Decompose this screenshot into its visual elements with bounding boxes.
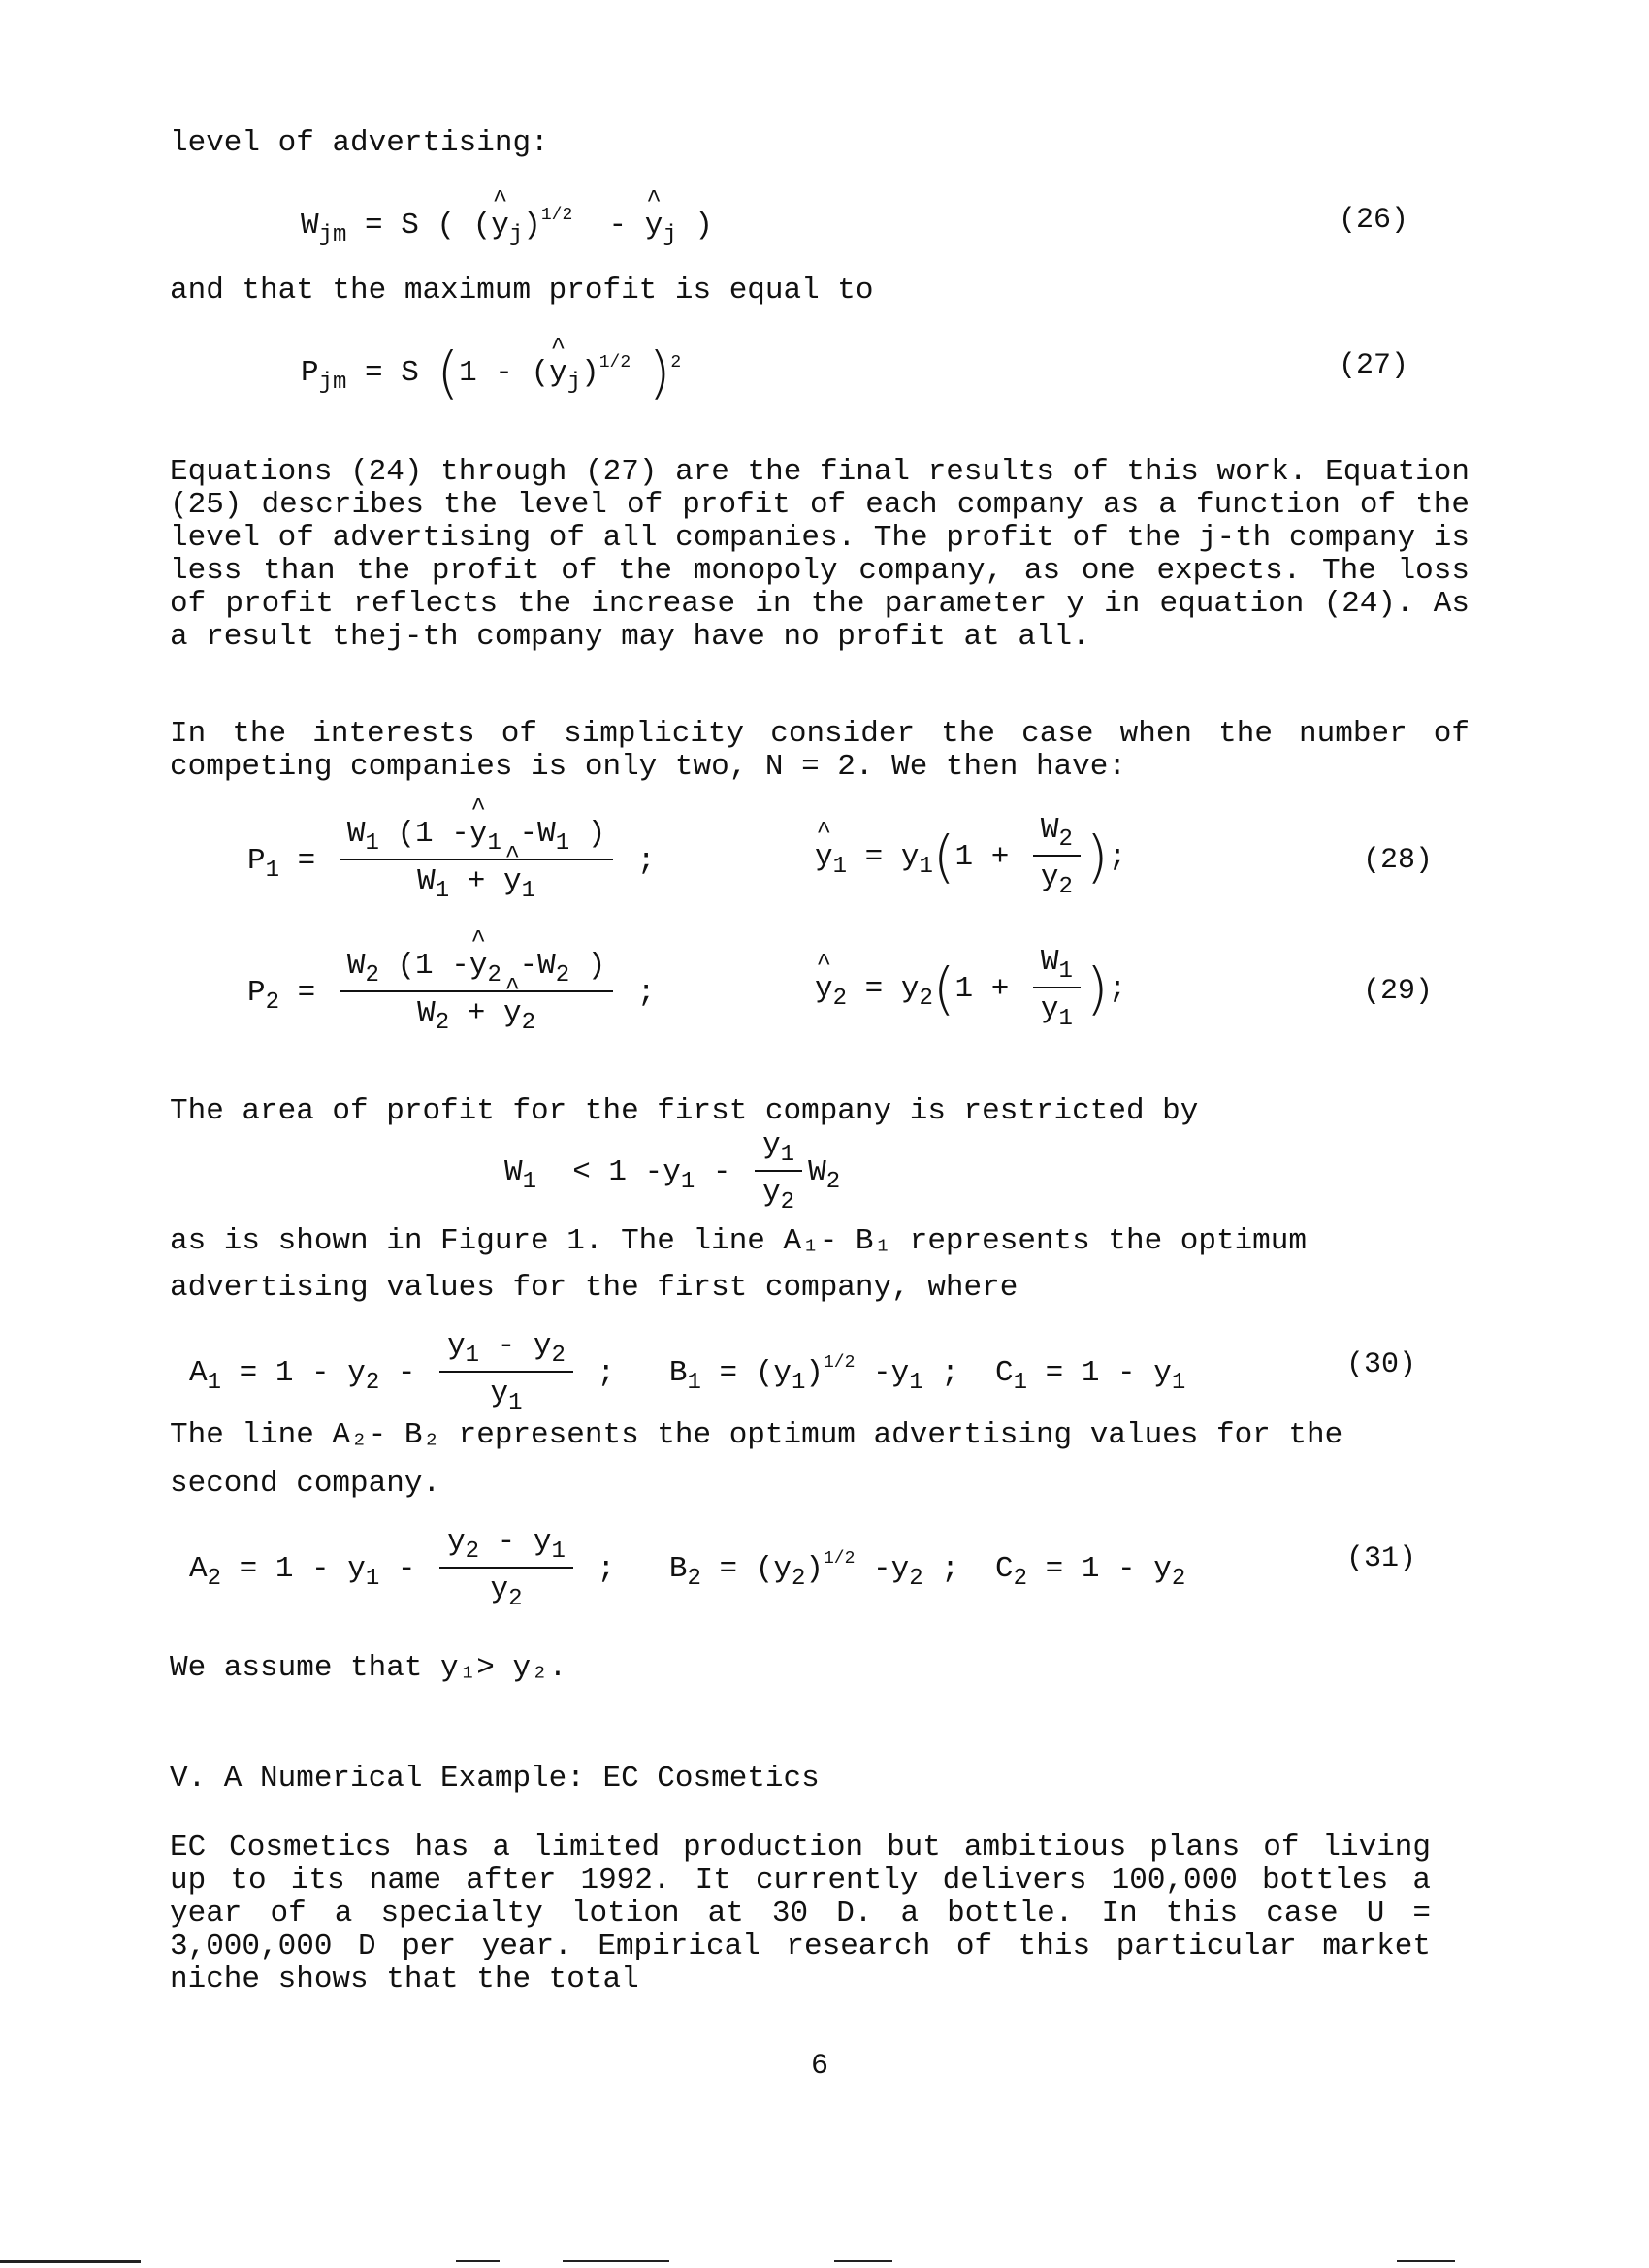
- text-line-figure-reference: as is shown in Figure 1. The line A₁- B₁ represents the optimum: [170, 1224, 1307, 1258]
- scan-edge-mark: [563, 2260, 669, 2262]
- scan-edge-mark: [834, 2260, 892, 2262]
- text-line-second-company: second company.: [170, 1467, 441, 1501]
- paragraph-final-results: Equations (24) through (27) are the final results of this work. Equation (25) describes the level of profit of each company as a function of the level of advertising of all companies. The profit of the j-th company is less than the profit of the monopoly company, as one expects. The loss of profit reflects the increase in the parameter y in equation (24). As a result thej-th company may have no profit at all.: [170, 455, 1470, 654]
- section-heading: V. A Numerical Example: EC Cosmetics: [170, 1762, 820, 1796]
- equation-number-30: (30): [1346, 1348, 1417, 1381]
- text-line-level-of-advertising: level of advertising:: [170, 126, 549, 160]
- paragraph-ec-cosmetics: EC Cosmetics has a limited production but ambitious plans of living up to its name after 1992. It currently delivers 100,000 bottles a year of a specialty lotion at 30 D. a bottle. In this case U = 3,000,000 D per year. Empirical research of this particular market niche shows that the total: [170, 1831, 1431, 1996]
- text-line-assumption: We assume that y₁> y₂.: [170, 1651, 567, 1685]
- text-line-advertising-first: advertising values for the first company, where: [170, 1271, 1018, 1305]
- equation-number-29: (29): [1363, 975, 1434, 1008]
- equation-profit-restriction: $W_1 < 1$ $-y_1$ - $\frac{y_1}{y_2}$ $W_2$: [504, 1128, 841, 1215]
- paragraph-two-companies: In the interests of simplicity consider the case when the number of competing companies is only two, N = 2. We then have:: [170, 717, 1470, 784]
- text-line-maximum-profit: and that the maximum profit is equal to: [170, 274, 874, 308]
- equation-number-27: (27): [1339, 349, 1409, 382]
- page-number: 6: [811, 2050, 829, 2083]
- text-line-area-of-profit: The area of profit for the first company is restricted by: [170, 1094, 1199, 1128]
- scan-edge-mark: [0, 2260, 141, 2263]
- scan-edge-mark: [456, 2260, 500, 2262]
- scan-edge-mark: [1397, 2260, 1455, 2262]
- equation-29-right: ^ $y_2 = y_2(1$ + $\frac{W_1}{y_1}$ );: [815, 945, 1126, 1032]
- equation-29-left: $P_2$ = $\frac{W_2 (1 -\^{} y_2 -W_2 )}{W_2 + \^{} y_2}$ ;: [247, 949, 656, 1036]
- equation-30: $A_1 = 1 - y_2$ - $\frac{y_1 - y_2}{y_1}$ ; $B_1 = (y_1)^{1/2}$ $-y_1$ ; $C_1 = 1 - y_1$: [189, 1329, 1186, 1416]
- equation-28-left: $P_1$ = $\frac{W_1 (1 -\^{} y_1 -W_1 )}{W_1 + \^{} y_1}$ ;: [247, 817, 656, 904]
- equation-31: $A_2 = 1 - y_1$ - $\frac{y_2 - y_1}{y_2}$ ; $B_2 = (y_2)^{1/2}$ $-y_2$ ; $C_2 = 1 - y_2$: [189, 1525, 1186, 1612]
- equation-27: $P_{jm} = S$ (1 - (^ $y_j)^{1/2}$ )$^2$: [301, 340, 681, 405]
- equation-number-31: (31): [1346, 1542, 1417, 1575]
- text-line-second-line: The line A₂- B₂ represents the optimum advertising values for the: [170, 1418, 1343, 1452]
- equation-26: $W_{jm} = S$ ( (^ $y_j)^{1/2}$ - ^ $y_j$ ): [301, 206, 713, 248]
- equation-number-26: (26): [1339, 204, 1409, 237]
- equation-number-28: (28): [1363, 844, 1434, 877]
- equation-28-right: ^ $y_1 = y_1(1$ + $\frac{W_2}{y_2}$ );: [815, 813, 1126, 900]
